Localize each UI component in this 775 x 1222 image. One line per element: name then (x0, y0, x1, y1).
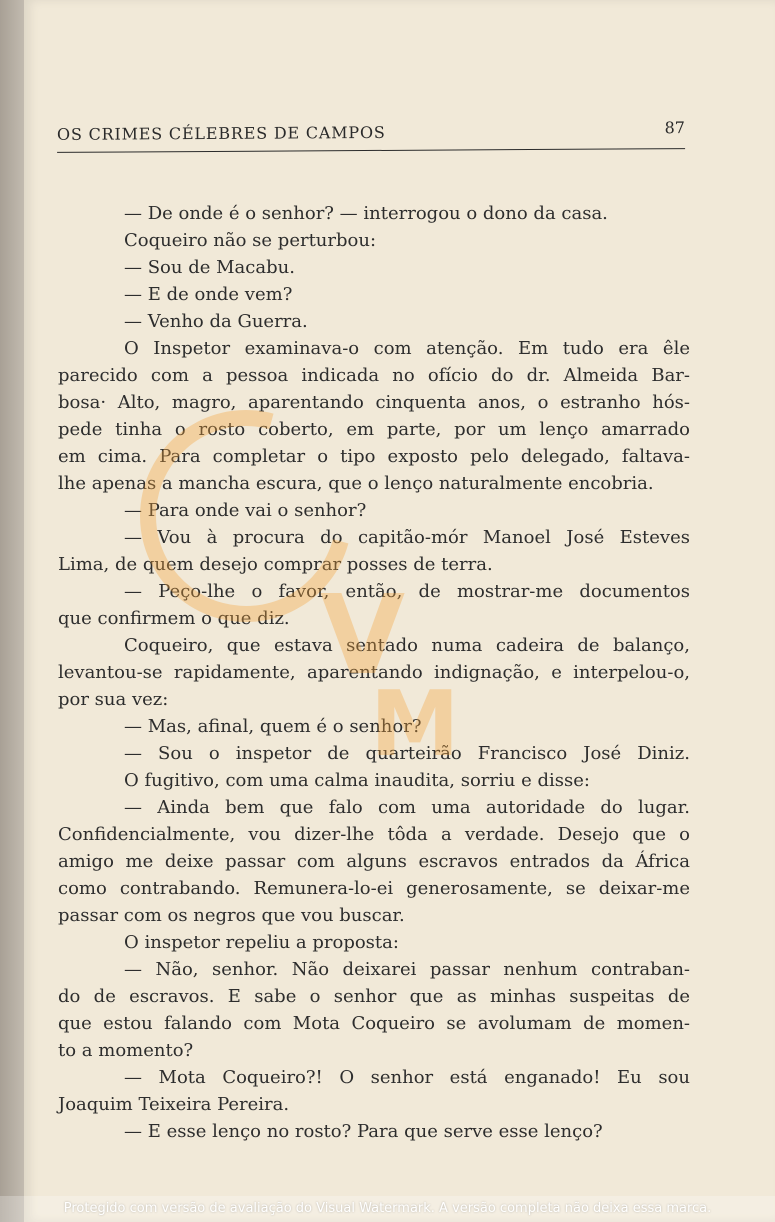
text-line: pede tinha o rosto coberto, em parte, por um lenço amarrado (58, 419, 690, 440)
text-line: — De onde é o senhor? — interrogou o dono da casa. (124, 203, 608, 224)
body-text (58, 200, 690, 1145)
text-line: que confirmem o que diz. (58, 608, 290, 629)
text-line: parecido com a pessoa indicada no ofício do dr. Almeida Bar- (58, 365, 690, 386)
watermark-footer: Protegido com versão de avaliação do Visual Watermark. A versão completa não deixa essa marca. (0, 1196, 775, 1222)
text-line: Joaquim Teixeira Pereira. (58, 1094, 290, 1115)
text-line: Lima, de quem desejo comprar posses de terra. (58, 554, 493, 575)
text-line: — Venho da Guerra. (124, 311, 308, 332)
header-title: OS CRIMES CÉLEBRES DE CAMPOS (56, 122, 386, 144)
page-edge (0, 0, 26, 1222)
text-line: — Sou o inspetor de quarteirão Francisco José Diniz. (124, 743, 690, 764)
text-line: O fugitivo, com uma calma inaudita, sorriu e disse: (124, 770, 590, 791)
text-line: do de escravos. E sabe o senhor que as minhas suspeitas de (58, 986, 690, 1007)
text-line: — E de onde vem? (124, 284, 293, 305)
text-line: como contrabando. Remunera-lo-ei generosamente, se deixar-me (58, 878, 690, 899)
text-line: Confidencialmente, vou dizer-lhe tôda a verdade. Desejo que o (58, 824, 690, 845)
text-line: que estou falando com Mota Coqueiro se avolumam de momen- (58, 1013, 690, 1034)
text-line: — E esse lenço no rosto? Para que serve esse lenço? (124, 1121, 603, 1142)
text-line: — Não, senhor. Não deixarei passar nenhum contraban- (124, 959, 690, 980)
text-line: — Sou de Macabu. (124, 257, 295, 278)
text-line: passar com os negros que vou buscar. (58, 905, 405, 926)
text-line: lhe apenas a mancha escura, que o lenço naturalmente encobria. (58, 473, 654, 494)
text-line: — Ainda bem que falo com uma autoridade do lugar. (124, 797, 690, 818)
text-line: — Para onde vai o senhor? (124, 500, 367, 521)
watermark-logo-word2: M (370, 672, 460, 777)
text-line: por sua vez: (58, 689, 169, 710)
text-line: — Vou à procura do capitão-mór Manoel José Esteves (124, 527, 690, 548)
text-line: O inspetor repeliu a proposta: (124, 932, 399, 953)
text-line: — Peço-lhe o favor, então, de mostrar-me documentos (124, 581, 690, 602)
text-line: levantou-se rapidamente, aparentando indignação, e interpelou-o, (58, 662, 690, 683)
text-line: Coqueiro não se perturbou: (124, 230, 377, 251)
watermark-logo-word1: V (320, 571, 408, 699)
text-line: to a momento? (58, 1040, 194, 1061)
text-line: Coqueiro, que estava sentado numa cadeira de balanço, (124, 635, 690, 656)
text-line: amigo me deixe passar com alguns escravos entrados da África (58, 851, 690, 872)
text-line: O Inspetor examinava-o com atenção. Em tudo era êle (124, 338, 690, 359)
text-line: bosa· Alto, magro, aparentando cinquenta anos, o estranho hós- (58, 392, 690, 413)
running-header (57, 118, 685, 153)
page-number: 87 (664, 118, 686, 138)
text-line: — Mota Coqueiro?! O senhor está enganado! Eu sou (124, 1067, 690, 1088)
text-line: em cima. Para completar o tipo exposto pelo delegado, faltava- (58, 446, 690, 467)
text-line: — Mas, afinal, quem é o senhor? (124, 716, 422, 737)
